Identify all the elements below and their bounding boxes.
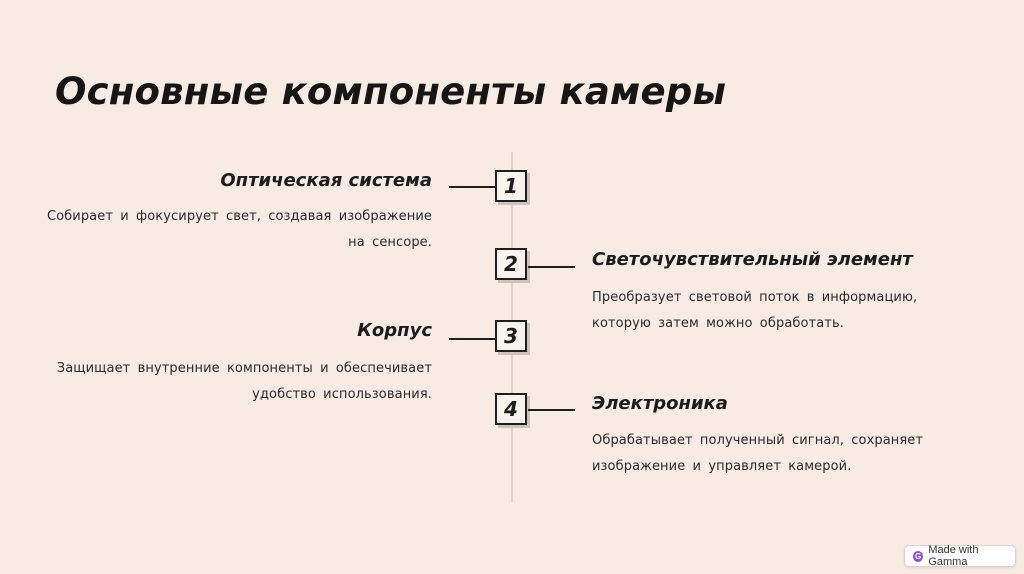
description-line: Преобразует световой поток в информацию, xyxy=(592,290,918,305)
step-number-2: 2 xyxy=(495,248,527,280)
description-line: на сенсоре. xyxy=(348,235,432,250)
step-number-1: 1 xyxy=(495,170,527,202)
page-title: Основные компоненты камеры xyxy=(55,70,727,113)
description-line: Собирает и фокусирует свет, создавая изображение xyxy=(46,209,432,224)
description-line: удобство использования. xyxy=(252,387,432,402)
connector-line xyxy=(449,338,495,340)
made-with-gamma-badge[interactable] xyxy=(904,545,1016,567)
step-number-3: 3 xyxy=(495,320,527,352)
item-heading-body: Корпус xyxy=(357,320,432,341)
badge-label: Made with Gamma xyxy=(928,544,979,568)
item-heading-electronics: Электроника xyxy=(592,393,728,414)
item-description-electronics xyxy=(592,428,992,480)
connector-line xyxy=(528,409,575,411)
step-number-4: 4 xyxy=(495,393,527,425)
connector-line xyxy=(528,266,575,268)
connector-line xyxy=(449,186,495,188)
description-line: Обрабатывает полученный сигнал, сохраняет xyxy=(592,433,924,448)
item-description-photosensitive-element xyxy=(592,285,992,337)
item-heading-optical-system: Оптическая система xyxy=(220,170,432,191)
description-line: которую затем можно обработать. xyxy=(592,316,844,331)
item-description-body xyxy=(32,356,432,408)
description-line: Защищает внутренние компоненты и обеспечивает xyxy=(56,361,432,376)
description-line: изображение и управляет камерой. xyxy=(592,459,852,474)
gamma-logo-icon: G xyxy=(913,551,923,562)
item-description-optical-system xyxy=(32,204,432,256)
item-heading-photosensitive-element: Светочувствительный элемент xyxy=(592,249,913,270)
